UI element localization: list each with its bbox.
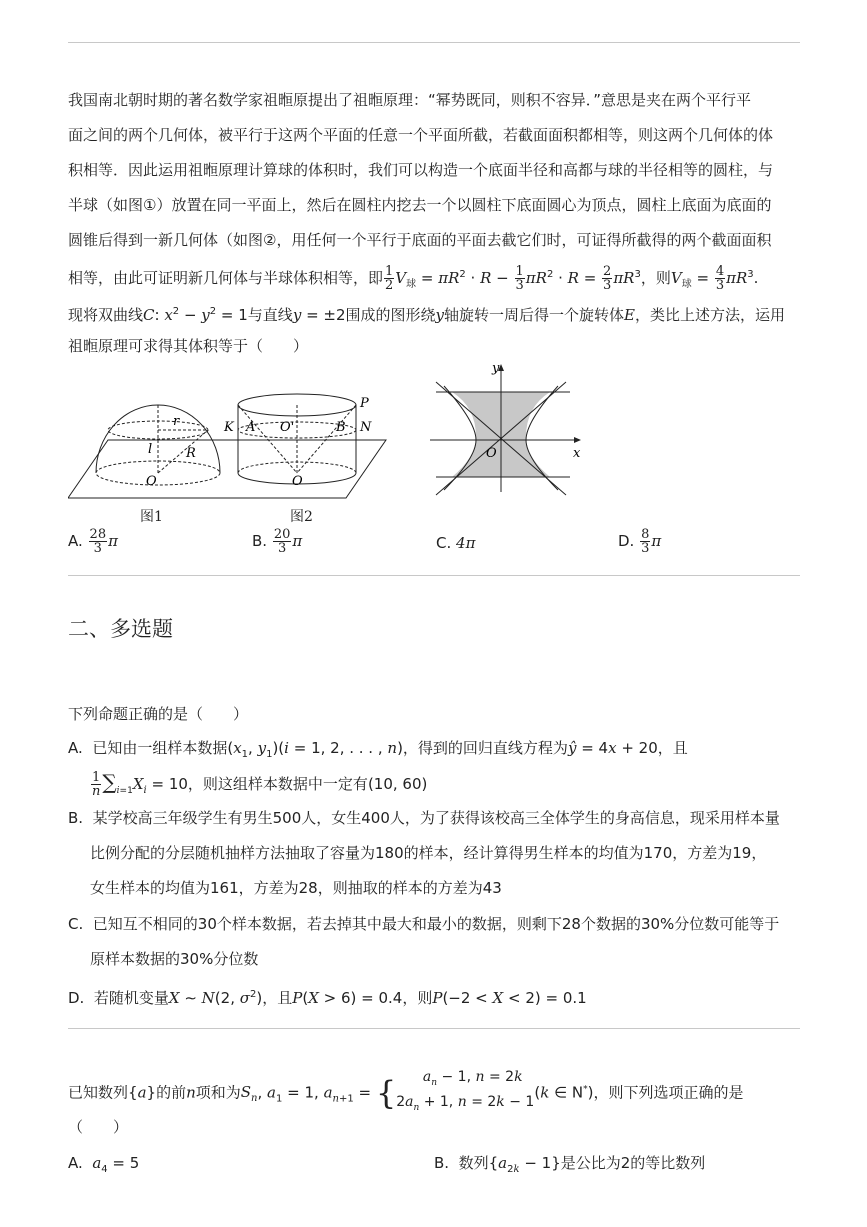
frac-half: $\frac{1}{2}$ <box>385 264 394 293</box>
q1-line2: 面之间的两个几何体，被平行于这两个平面的任意一个平面所截，若截面面积都相等，则这两个几何体的体 <box>68 126 774 144</box>
q1-line8: 祖暅原理可求得其体积等于（ ） <box>68 337 309 355</box>
q1-line5: 圆锥后得到一新几何体（如图②，用任何一个平行于底面的平面去截它们时，可证得所截得的两个截面面积 <box>68 231 772 249</box>
q2-stem: 下列命题正确的是（ ） <box>68 705 249 723</box>
q1-option-c[interactable]: C. 4π <box>436 534 476 552</box>
top-divider <box>68 42 800 43</box>
svg-text:O': O' <box>280 420 295 435</box>
q3-option-b[interactable]: B. 数列$\{a_{2k} - 1\}$是公比为2的等比数列 <box>434 1154 706 1175</box>
fig1-caption: 图1 <box>140 509 163 525</box>
q2-option-c-line2: 原样本数据的30%分位数 <box>90 950 259 968</box>
q1-option-d[interactable]: D. $\frac{8}{3}$ π <box>618 527 662 556</box>
q1-line6: 相等，由此可证明新几何体与半球体积相等，即 $\frac{1}{2}$ $V_球 = \pi R^2 \cdot R$ − $\frac{1}{3}$ $\pi R^2 \cdot R$ = $\frac{2}{3}$ $\pi R^3$，则$V_球$ = $\frac{4}{3}$ $\pi R^3$. <box>68 264 759 293</box>
svg-text:N: N <box>360 420 372 435</box>
svg-text:R: R <box>186 446 196 461</box>
q2-option-d[interactable]: D. 若随机变量X ∼ N(2, $\sigma^2$)，且P(X > 6) = 0.4，则P(−2 < X < 2) = 0.1 <box>68 989 587 1007</box>
svg-text:y: y <box>492 362 500 376</box>
q2-option-c-line1[interactable]: C. 已知互不相同的30个样本数据，若去掉其中最大和最小的数据，则剩下28个数据的30%分位数可能等于 <box>68 915 780 933</box>
svg-text:A: A <box>246 420 256 435</box>
figure-hemisphere-cylinder <box>68 385 388 530</box>
svg-text:O: O <box>292 474 303 489</box>
fig2-caption: 图2 <box>290 509 313 525</box>
q2-option-b-line2: 比例分配的分层随机抽样方法抽取了容量为180的样本，经计算得男生样本的均值为170，方差为19， <box>90 844 767 862</box>
q2-option-b-line1[interactable]: B. 某学校高三年级学生有男生500人，女生400人，为了获得该校高三全体学生的身高信息，现采用样本量 <box>68 809 780 827</box>
svg-text:P: P <box>360 396 369 411</box>
q3-line1: 已知数列{a}的前n项和为$S_n$, $a_1 = 1$, $a_{n+1}$ = { $a_n - 1$, n = 2k $2a_n + 1$, n = 2k − 1(k ∈ N*)，则下列选项正确的是 <box>68 1069 744 1113</box>
figure-hyperbola <box>426 362 586 497</box>
q2-option-b-line3: 女生样本的均值为161，方差为28，则抽取的样本的方差为43 <box>90 879 502 897</box>
divider-3 <box>68 1028 800 1029</box>
svg-text:K: K <box>224 420 234 435</box>
svg-text:O: O <box>146 474 157 489</box>
svg-text:l: l <box>148 442 153 457</box>
q1-option-a[interactable]: A. $\frac{28}{3}$ π <box>68 527 118 556</box>
q3-option-a[interactable]: A. $a_4 = 5$ <box>68 1154 140 1175</box>
q1-option-b[interactable]: B. $\frac{20}{3}$ π <box>252 527 303 556</box>
q1-line4: 半球（如图①）放置在同一平面上，然后在圆柱内挖去一个以圆柱下底面圆心为顶点，圆柱上底面为底面的 <box>68 196 772 214</box>
svg-text:r: r <box>173 414 180 429</box>
svg-text:O: O <box>486 446 497 461</box>
q3-line2: （ ） <box>68 1118 129 1136</box>
q2-option-a-line1[interactable]: A. 已知由一组样本数据($x_1$, $y_1)(i = 1$, 2, . . . , n)，得到的回归直线方程为ŷ = 4x + 20，且 <box>68 739 688 760</box>
q2-option-a-line2: $\frac{1}{n}$ $\sum_{i=1}X_i = 10$，则这组样本数据中一定有(10, 60) <box>92 770 428 799</box>
q1-line7: 现将双曲线C: $x^2 - y^2 = 1$与直线y = ±2围成的图形绕y轴旋转一周后得一个旋转体E，类比上述方法，运用 <box>68 306 785 324</box>
svg-text:x: x <box>573 446 581 461</box>
q1-line3: 积相等．因此运用祖暅原理计算球的体积时，我们可以构造一个底面半径和高都与球的半径相等的圆柱，与 <box>68 161 774 179</box>
section-title: 二、多选题 <box>68 617 173 641</box>
svg-text:B: B <box>336 420 346 435</box>
divider-2 <box>68 575 800 576</box>
q1-line1: 我国南北朝时期的著名数学家祖暅原提出了祖暅原理：“幂势既同，则积不容异．”意思是夹在两个平行平 <box>68 91 752 109</box>
